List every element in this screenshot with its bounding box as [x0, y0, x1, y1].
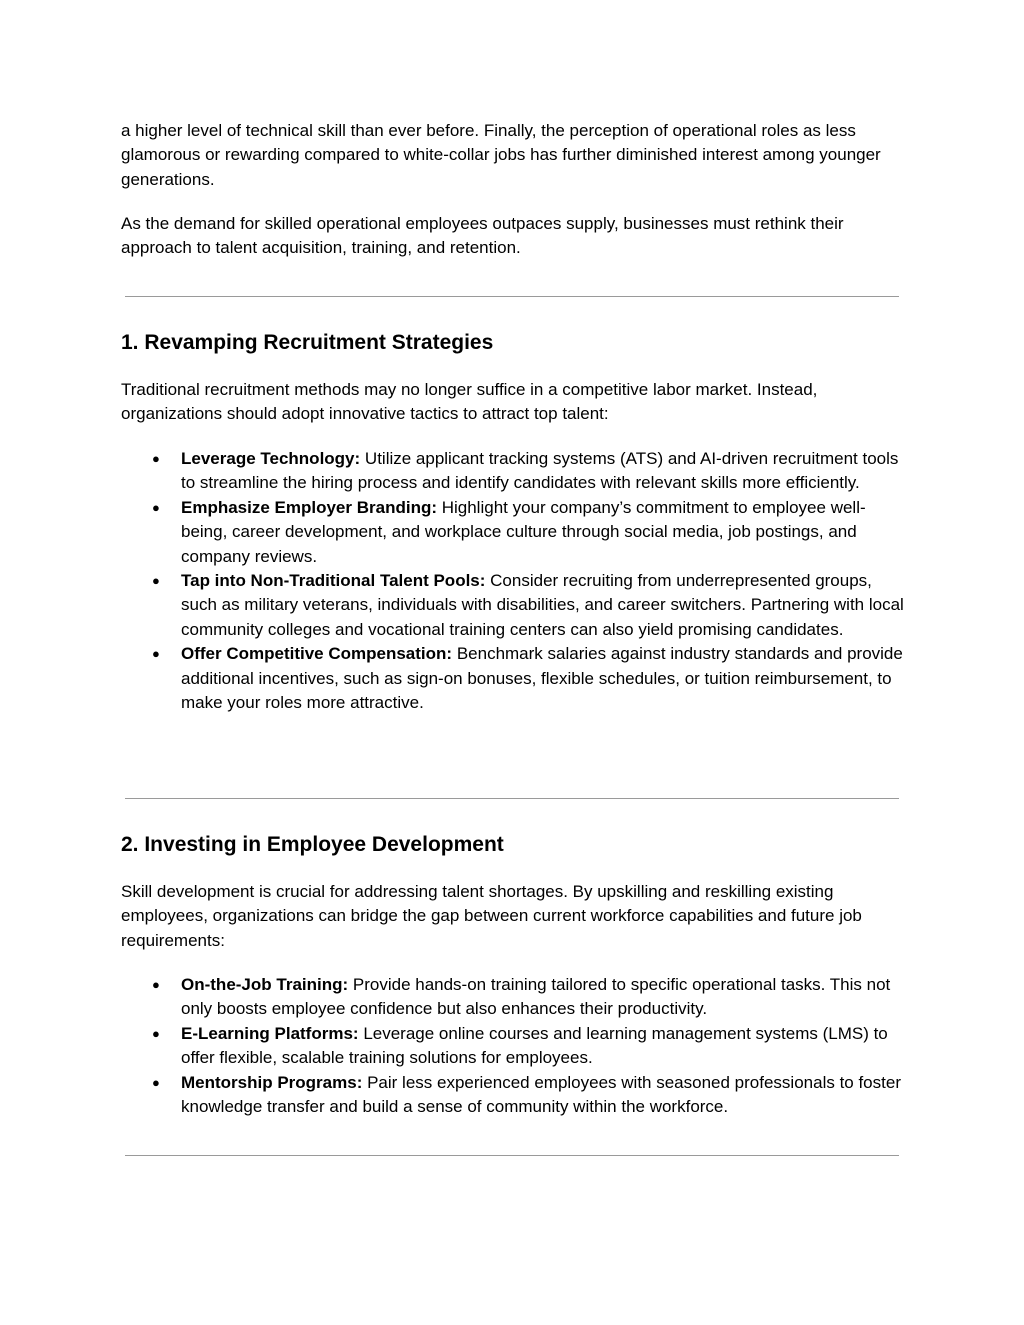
- list-item: [121, 496, 911, 569]
- list-item-text: Utilize applicant tracking systems (ATS) and AI-driven recruitment tools to streamline the hiring process and identify candidates with relevant skills more efficiently.: [181, 449, 899, 493]
- bullet-icon: ●: [152, 1074, 160, 1090]
- list-item: [121, 642, 911, 715]
- bullet-icon: ●: [152, 977, 160, 992]
- intro-paragraph-2: As the demand for skilled operational employees outpaces supply, businesses must rethink their approach to talent acquisition, training, and retention.: [121, 214, 844, 258]
- bullet-icon: ●: [152, 573, 160, 589]
- section-2-heading: 2. Investing in Employee Development: [121, 833, 504, 856]
- section-divider-1: [125, 296, 899, 297]
- list-item-term: E-Learning Platforms:: [181, 1023, 359, 1043]
- list-item: [121, 973, 911, 1022]
- list-item-term: Leverage Technology:: [181, 449, 361, 468]
- list-item: [121, 1071, 911, 1120]
- section-1-heading: 1. Revamping Recruitment Strategies: [121, 331, 494, 354]
- intro-paragraph-1: a higher level of technical skill than ever before. Finally, the perception of operational roles as less glamorous or rewarding compared to white-collar jobs has further diminished interest among younger generations.: [121, 121, 881, 189]
- section-1-list: [121, 447, 911, 715]
- section-2-intro: Skill development is crucial for addressing talent shortages. By upskilling and reskilling existing employees, organizations can bridge the gap between current workforce capabilities and future job requirements:: [121, 882, 862, 950]
- list-item: [121, 569, 911, 642]
- list-item-text: Highlight your company’s commitment to employee well-being, career development, and workplace culture through social media, job postings, and company reviews.: [181, 497, 866, 566]
- list-item-term: Emphasize Employer Branding:: [181, 497, 437, 517]
- list-item-text: Pair less experienced employees with seasoned professionals to foster knowledge transfer and build a sense of community within the workforce.: [181, 1072, 901, 1117]
- list-item-term: Mentorship Programs:: [181, 1072, 363, 1092]
- list-item-term: On-the-Job Training:: [181, 975, 349, 994]
- bullet-icon: ●: [152, 646, 160, 662]
- list-item-text: Leverage online courses and learning management systems (LMS) to offer flexible, scalable training solutions for employees.: [181, 1023, 888, 1068]
- list-item-term: Tap into Non-Traditional Talent Pools:: [181, 571, 486, 591]
- list-item-text: Consider recruiting from underrepresented groups, such as military veterans, individuals with disabilities, and career switchers. Partnering with local community colleges and vocational training centers can also yield promising candidates.: [181, 571, 904, 639]
- section-divider-2: [125, 798, 899, 799]
- list-item-text: Provide hands-on training tailored to specific operational tasks. This not only boosts employee confidence but also enhances their productivity.: [181, 975, 891, 1019]
- section-2-list: [121, 973, 911, 1119]
- list-item-text: Benchmark salaries against industry standards and provide additional incentives, such as sign-on bonuses, flexible schedules, or tuition reimbursement, to make your roles more attractive.: [181, 644, 903, 713]
- list-item: [121, 447, 911, 496]
- list-item: [121, 1022, 911, 1071]
- list-item-term: Offer Competitive Compensation:: [181, 644, 453, 664]
- section-divider-3: [125, 1155, 899, 1156]
- bullet-icon: ●: [152, 499, 160, 515]
- bullet-icon: ●: [152, 1025, 160, 1041]
- section-1-intro: Traditional recruitment methods may no longer suffice in a competitive labor market. Instead, organizations should adopt innovative tactics to attract top talent:: [121, 380, 818, 424]
- bullet-icon: ●: [152, 451, 160, 466]
